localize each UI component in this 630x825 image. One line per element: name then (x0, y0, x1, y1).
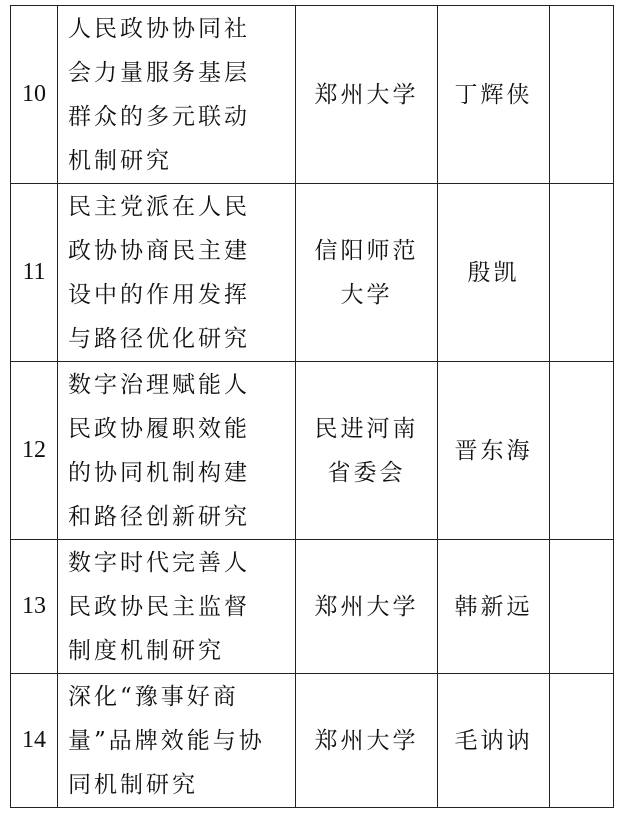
project-title-line: 的协同机制构建 (68, 459, 250, 486)
project-title (58, 674, 296, 808)
empty-cell (550, 362, 614, 540)
table-row (11, 6, 614, 184)
project-title-line: 群众的多元联动 (68, 103, 250, 130)
project-title-line: 民政协履职效能 (68, 415, 250, 442)
unit-cell (296, 540, 438, 674)
project-title-line: 数字时代完善人 (68, 549, 250, 576)
unit-cell (296, 184, 438, 362)
project-title-line: 民主党派在人民 (68, 193, 250, 220)
project-title (58, 6, 296, 184)
project-title-line: 同机制研究 (68, 771, 198, 798)
row-number: 12 (11, 362, 58, 540)
project-title-line: 政协协商民主建 (68, 237, 250, 264)
project-title (58, 540, 296, 674)
row-number: 14 (11, 674, 58, 808)
table-row (11, 674, 614, 808)
empty-cell (550, 184, 614, 362)
project-title-line: 会力量服务基层 (68, 59, 250, 86)
person-name: 韩新远 (438, 540, 550, 674)
project-title-line: 和路径创新研究 (68, 503, 250, 530)
unit-line: 民进河南 (314, 415, 419, 442)
project-title-line: 机制研究 (68, 147, 172, 174)
empty-cell (550, 674, 614, 808)
unit-cell (296, 674, 438, 808)
row-number: 11 (11, 184, 58, 362)
person-name: 丁辉侠 (438, 6, 550, 184)
table-row (11, 362, 614, 540)
project-title-line: 人民政协协同社 (68, 15, 250, 42)
unit-cell (296, 6, 438, 184)
row-number: 10 (11, 6, 58, 184)
project-table (10, 5, 614, 808)
row-number: 13 (11, 540, 58, 674)
project-title-line: 量”品牌效能与协 (68, 727, 265, 754)
unit-line: 郑州大学 (314, 727, 419, 754)
unit-line: 大学 (340, 281, 393, 308)
person-name: 毛讷讷 (438, 674, 550, 808)
project-title (58, 362, 296, 540)
project-title-line: 设中的作用发挥 (68, 281, 250, 308)
person-name: 殷凯 (438, 184, 550, 362)
project-title-line: 制度机制研究 (68, 637, 224, 664)
table-row (11, 540, 614, 674)
unit-cell (296, 362, 438, 540)
empty-cell (550, 6, 614, 184)
unit-line: 郑州大学 (314, 593, 419, 620)
unit-line: 信阳师范 (314, 237, 419, 264)
project-title-line: 深化“豫事好商 (68, 683, 239, 710)
unit-line: 省委会 (327, 459, 406, 486)
project-title-line: 数字治理赋能人 (68, 371, 250, 398)
empty-cell (550, 540, 614, 674)
project-title-line: 民政协民主监督 (68, 593, 250, 620)
project-title (58, 184, 296, 362)
person-name: 晋东海 (438, 362, 550, 540)
project-title-line: 与路径优化研究 (68, 325, 250, 352)
unit-line: 郑州大学 (314, 81, 419, 108)
table-row (11, 184, 614, 362)
